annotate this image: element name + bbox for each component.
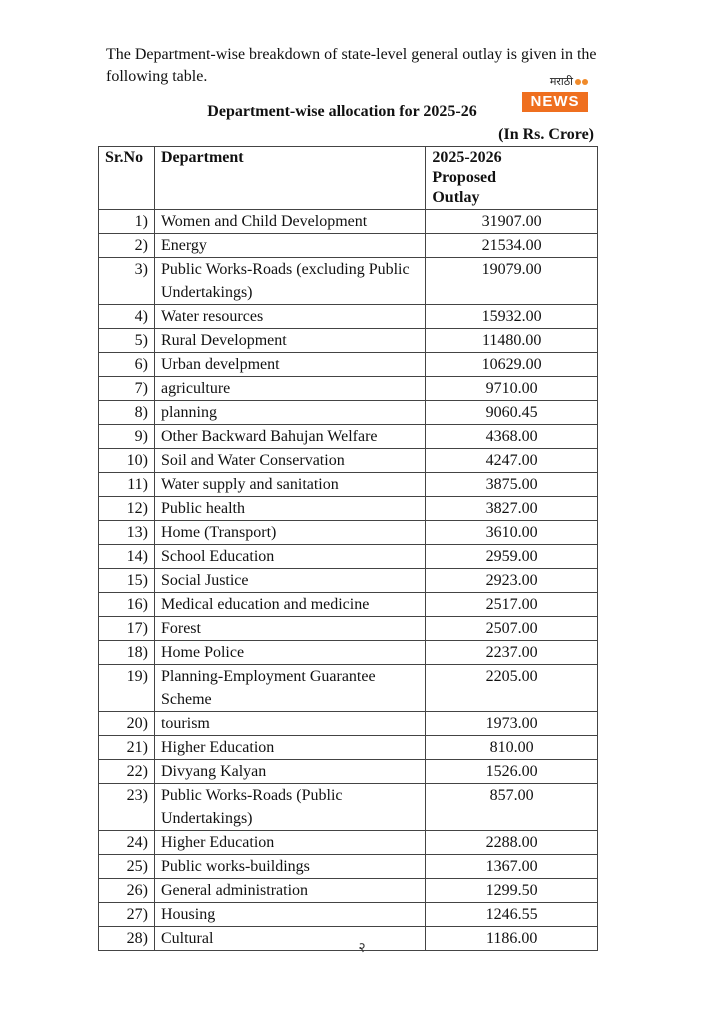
row-outlay: 2959.00 xyxy=(426,545,598,569)
row-sr-no: 22) xyxy=(99,760,155,784)
row-outlay: 11480.00 xyxy=(426,329,598,353)
row-sr-no: 14) xyxy=(99,545,155,569)
table-row xyxy=(99,210,598,234)
row-sr-no: 11) xyxy=(99,473,155,497)
row-sr-no: 19) xyxy=(99,665,155,712)
row-sr-no: 8) xyxy=(99,401,155,425)
row-sr-no: 10) xyxy=(99,449,155,473)
row-sr-no: 9) xyxy=(99,425,155,449)
row-outlay: 1186.00 xyxy=(426,927,598,951)
table-row xyxy=(99,641,598,665)
row-sr-no: 26) xyxy=(99,879,155,903)
row-department: Forest xyxy=(154,617,425,641)
logo-marathi-text: मराठी xyxy=(549,75,573,88)
row-department: Higher Education xyxy=(154,736,425,760)
row-department: Energy xyxy=(154,234,425,258)
logo-news-text: NEWS xyxy=(522,92,588,112)
logo-dots-icon xyxy=(575,79,588,85)
row-department: Soil and Water Conservation xyxy=(154,449,425,473)
table-row xyxy=(99,497,598,521)
table-row xyxy=(99,831,598,855)
row-outlay: 31907.00 xyxy=(426,210,598,234)
allocation-table xyxy=(98,146,598,951)
table-header-row xyxy=(99,147,598,210)
row-outlay: 810.00 xyxy=(426,736,598,760)
table-row xyxy=(99,903,598,927)
row-sr-no: 5) xyxy=(99,329,155,353)
row-sr-no: 21) xyxy=(99,736,155,760)
row-outlay: 857.00 xyxy=(426,784,598,831)
row-outlay: 4247.00 xyxy=(426,449,598,473)
row-sr-no: 20) xyxy=(99,712,155,736)
row-outlay: 1299.50 xyxy=(426,879,598,903)
row-sr-no: 18) xyxy=(99,641,155,665)
row-sr-no: 7) xyxy=(99,377,155,401)
table-row xyxy=(99,855,598,879)
table-row xyxy=(99,234,598,258)
row-department: Public Works-Roads (excluding Public Undertakings) xyxy=(154,258,425,305)
row-department: General administration xyxy=(154,879,425,903)
table-row xyxy=(99,569,598,593)
table-row xyxy=(99,760,598,784)
row-department: Other Backward Bahujan Welfare xyxy=(154,425,425,449)
row-outlay: 10629.00 xyxy=(426,353,598,377)
header-outlay xyxy=(426,147,598,210)
intro-paragraph: The Department-wise breakdown of state-level general outlay is given in the following table. xyxy=(106,46,597,85)
row-outlay: 1367.00 xyxy=(426,855,598,879)
row-department: Water supply and sanitation xyxy=(154,473,425,497)
table-row xyxy=(99,377,598,401)
table-title: Department-wise allocation for 2025-26 xyxy=(207,103,477,120)
row-department: Medical education and medicine xyxy=(154,593,425,617)
row-department: Social Justice xyxy=(154,569,425,593)
table-row xyxy=(99,545,598,569)
header-sr-no: Sr.No xyxy=(99,147,155,210)
table-row xyxy=(99,736,598,760)
row-department: Housing xyxy=(154,903,425,927)
row-department: Cultural xyxy=(154,927,425,951)
row-department: School Education xyxy=(154,545,425,569)
table-row xyxy=(99,258,598,305)
page-number: २ xyxy=(358,940,366,956)
row-outlay: 2288.00 xyxy=(426,831,598,855)
table-row xyxy=(99,665,598,712)
row-outlay: 19079.00 xyxy=(426,258,598,305)
row-department: planning xyxy=(154,401,425,425)
row-outlay: 1973.00 xyxy=(426,712,598,736)
table-row xyxy=(99,305,598,329)
row-department: Public health xyxy=(154,497,425,521)
row-sr-no: 17) xyxy=(99,617,155,641)
row-outlay: 4368.00 xyxy=(426,425,598,449)
row-sr-no: 16) xyxy=(99,593,155,617)
row-outlay: 2507.00 xyxy=(426,617,598,641)
row-sr-no: 23) xyxy=(99,784,155,831)
row-sr-no: 4) xyxy=(99,305,155,329)
table-row xyxy=(99,473,598,497)
row-department: Urban develpment xyxy=(154,353,425,377)
header-outlay-line3: Outlay xyxy=(432,189,480,206)
table-row xyxy=(99,879,598,903)
row-outlay: 21534.00 xyxy=(426,234,598,258)
row-outlay: 9710.00 xyxy=(426,377,598,401)
row-outlay: 2517.00 xyxy=(426,593,598,617)
row-outlay: 3827.00 xyxy=(426,497,598,521)
row-department: agriculture xyxy=(154,377,425,401)
header-outlay-line2: Proposed xyxy=(432,169,497,186)
table-row xyxy=(99,712,598,736)
row-sr-no: 24) xyxy=(99,831,155,855)
row-department: Public Works-Roads (Public Undertakings) xyxy=(154,784,425,831)
table-row xyxy=(99,521,598,545)
table-row xyxy=(99,425,598,449)
row-department: Home (Transport) xyxy=(154,521,425,545)
row-outlay: 3610.00 xyxy=(426,521,598,545)
row-sr-no: 27) xyxy=(99,903,155,927)
row-department: Rural Development xyxy=(154,329,425,353)
row-sr-no: 2) xyxy=(99,234,155,258)
unit-note: (In Rs. Crore) xyxy=(498,126,594,143)
row-department: Higher Education xyxy=(154,831,425,855)
row-department: Divyang Kalyan xyxy=(154,760,425,784)
row-outlay: 1526.00 xyxy=(426,760,598,784)
row-sr-no: 3) xyxy=(99,258,155,305)
row-department: Home Police xyxy=(154,641,425,665)
table-row xyxy=(99,353,598,377)
row-outlay: 2237.00 xyxy=(426,641,598,665)
header-department: Department xyxy=(154,147,425,210)
row-outlay: 15932.00 xyxy=(426,305,598,329)
row-outlay: 1246.55 xyxy=(426,903,598,927)
row-sr-no: 28) xyxy=(99,927,155,951)
table-row xyxy=(99,329,598,353)
row-sr-no: 15) xyxy=(99,569,155,593)
row-department: tourism xyxy=(154,712,425,736)
row-department: Water resources xyxy=(154,305,425,329)
table-row xyxy=(99,449,598,473)
row-outlay: 9060.45 xyxy=(426,401,598,425)
row-outlay: 2205.00 xyxy=(426,665,598,712)
row-department: Women and Child Development xyxy=(154,210,425,234)
row-department: Planning-Employment Guarantee Scheme xyxy=(154,665,425,712)
row-outlay: 3875.00 xyxy=(426,473,598,497)
row-sr-no: 6) xyxy=(99,353,155,377)
row-sr-no: 1) xyxy=(99,210,155,234)
table-row xyxy=(99,784,598,831)
header-outlay-line1: 2025-2026 xyxy=(432,149,502,166)
row-sr-no: 13) xyxy=(99,521,155,545)
row-sr-no: 12) xyxy=(99,497,155,521)
row-department: Public works-buildings xyxy=(154,855,425,879)
table-row xyxy=(99,593,598,617)
table-row xyxy=(99,401,598,425)
row-outlay: 2923.00 xyxy=(426,569,598,593)
table-row xyxy=(99,617,598,641)
row-sr-no: 25) xyxy=(99,855,155,879)
